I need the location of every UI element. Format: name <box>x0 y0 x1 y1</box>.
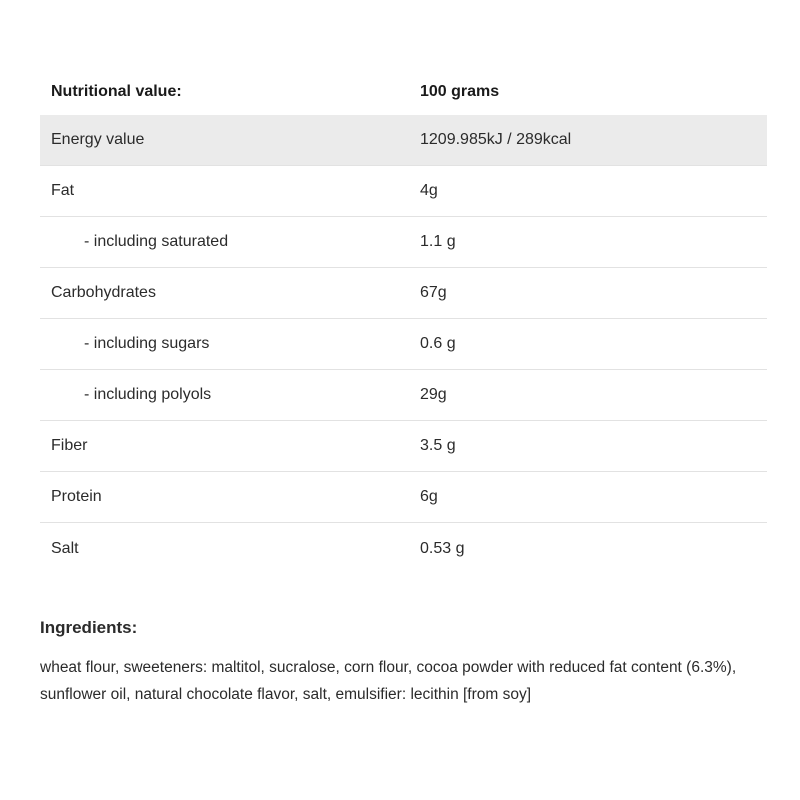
table-row-sugars <box>40 319 767 370</box>
nutrient-value: 1.1 g <box>420 233 456 250</box>
nutrient-value: 4g <box>420 182 438 199</box>
ingredients-section <box>40 618 770 708</box>
nutrient-name: Salt <box>51 539 79 557</box>
table-row-fiber <box>40 421 767 472</box>
nutrient-name: Energy value <box>51 131 145 148</box>
header-name-cell: Nutritional value: <box>51 82 182 100</box>
nutrient-value: 0.6 g <box>420 335 456 352</box>
nutrition-table <box>40 68 767 574</box>
nutrient-name: Carbohydrates <box>51 284 156 301</box>
nutrient-value: 29g <box>420 386 447 403</box>
nutrient-name: Fiber <box>51 437 88 454</box>
nutrient-name: Protein <box>51 488 102 505</box>
ingredients-text: wheat flour, sweeteners: maltitol, sucralose, corn flour, cocoa powder with reduced fat content (6.3%), sunflower oil, natural chocolate flavor, salt, emulsifier: lecithin [from soy] <box>40 659 737 703</box>
nutrient-value: 0.53 g <box>420 539 465 557</box>
table-row-protein <box>40 472 767 523</box>
nutrition-table-header <box>40 68 767 115</box>
nutrient-value: 1209.985kJ / 289kcal <box>420 131 572 148</box>
nutrient-name: Fat <box>51 182 75 199</box>
nutrient-name: - including polyols <box>84 386 212 403</box>
nutrient-value: 67g <box>420 284 447 301</box>
table-row-saturated <box>40 217 767 268</box>
table-row-fat <box>40 166 767 217</box>
table-row-energy <box>40 115 767 166</box>
nutrient-value: 6g <box>420 488 438 505</box>
header-value-cell: 100 grams <box>420 82 500 100</box>
ingredients-title: Ingredients: <box>40 618 138 637</box>
nutrient-name: - including saturated <box>84 233 229 250</box>
table-row-polyols <box>40 370 767 421</box>
nutrient-value: 3.5 g <box>420 437 456 454</box>
table-row-carbohydrates <box>40 268 767 319</box>
nutrient-name: - including sugars <box>84 335 210 352</box>
table-row-salt <box>40 523 767 574</box>
